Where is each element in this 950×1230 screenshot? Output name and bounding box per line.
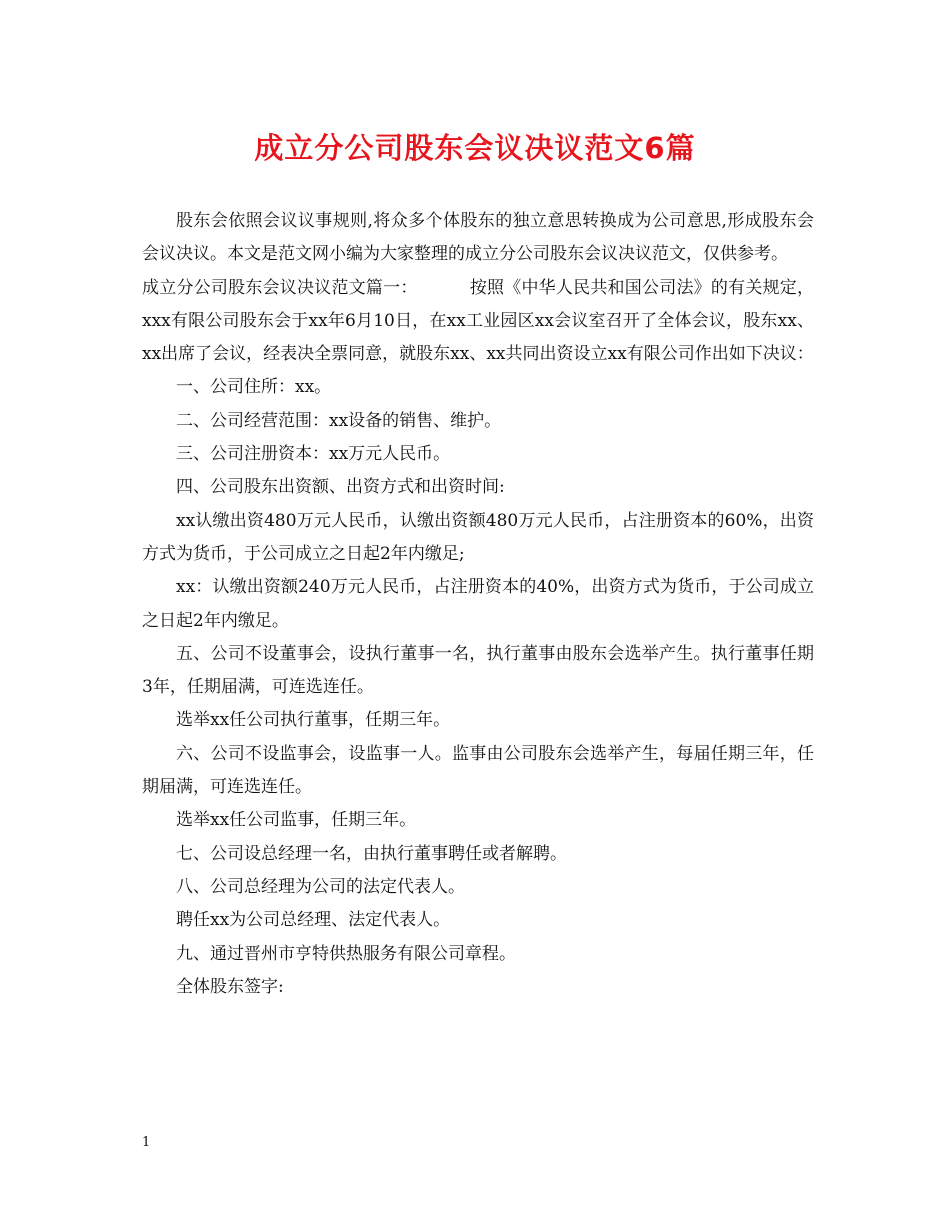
- resolution-item: xx认缴出资480万元人民币，认缴出资额480万元人民币，占注册资本的60%，出资方式为货币，于公司成立之日起2年内缴足;: [142, 510, 814, 564]
- resolution-item: xx：认缴出资额240万元人民币，占注册资本的40%，出资方式为货币，于公司成立之日起2年内缴足。: [142, 577, 814, 631]
- resolution-item: 七、公司设总经理一名，由执行董事聘任或者解聘。: [176, 843, 567, 864]
- section-paragraph: [142, 272, 814, 372]
- page-number: 1: [142, 1135, 151, 1150]
- resolution-item: 选举xx任公司监事，任期三年。: [176, 810, 417, 831]
- signature-line: 全体股东签字:: [176, 976, 284, 997]
- resolution-item: 四、公司股东出资额、出资方式和出资时间:: [176, 477, 505, 498]
- document-body: [142, 205, 814, 1004]
- resolution-item: 九、通过晋州市亨特供热服务有限公司章程。: [176, 943, 516, 964]
- resolution-item: 聘任xx为公司总经理、法定代表人。: [176, 910, 451, 931]
- resolution-item: 五、公司不设董事会，设执行董事一名，执行董事由股东会选举产生。执行董事任期3年，任期届满，可连选连任。: [142, 643, 814, 698]
- intro-paragraph: 股东会依照会议议事规则,将众多个体股东的独立意思转换成为公司意思,形成股东会会议决议。本文是范文网小编为大家整理的成立分公司股东会议决议范文，仅供参考。: [142, 211, 814, 265]
- resolution-item: 八、公司总经理为公司的法定代表人。: [176, 876, 465, 897]
- section-opening: 按照《中华人民共和国公司法》的有关规定，xxx有限公司股东会于xx年6月10日，在xx工业园区xx会议室召开了全体会议，股东xx、xx出席了会议，经表决全票同意，就股东xx、xx共同出资设立xx有限公司作出如下决议：: [142, 277, 815, 365]
- section-heading: 成立分公司股东会议决议范文篇一：: [142, 277, 418, 298]
- resolution-item: 选举xx任公司执行董事，任期三年。: [176, 710, 451, 731]
- document-title: 成立分公司股东会议决议范文6篇: [254, 131, 696, 165]
- resolution-item: 二、公司经营范围：xx设备的销售、维护。: [176, 410, 502, 431]
- resolution-item: 一、公司住所：xx。: [176, 377, 332, 398]
- resolution-item: 三、公司注册资本：xx万元人民币。: [176, 444, 451, 465]
- resolution-item: 六、公司不设监事会，设监事一人。监事由公司股东会选举产生，每届任期三年，任期届满，可连选连任。: [142, 743, 814, 798]
